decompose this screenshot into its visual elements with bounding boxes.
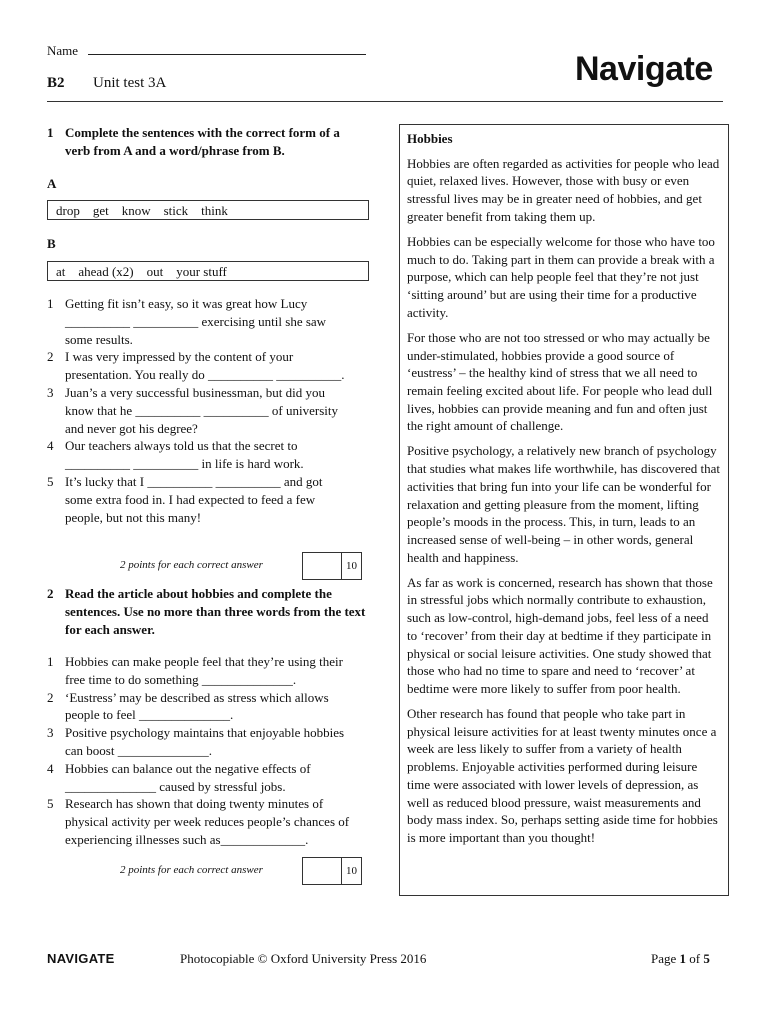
item-text: I was very impressed by the content of your presentation. You really do __________ __________. (65, 349, 345, 383)
word-box-a: drop get know stick think (47, 200, 369, 220)
footer-page-number: Page 1 of 5 (651, 951, 710, 966)
list-item (47, 795, 352, 848)
list-item (47, 348, 352, 384)
q2-max-score: 10 (346, 865, 357, 877)
item-text: Positive psychology maintains that enjoyable hobbies can boost ______________. (65, 725, 345, 758)
article-paragraph: Hobbies can be especially welcome for those who have too much to do. Taking part in them can provide a break with a purpose, which can help people feel that they’re not just ‘sitting around’ but are using their time for a productive activity. (407, 233, 715, 320)
list-item (47, 724, 352, 760)
name-label: Name (47, 43, 79, 58)
list-item (47, 437, 352, 473)
item-text: Our teachers always told us that the secret to __________ __________ in life is hard work. (65, 438, 304, 472)
list-item (47, 760, 352, 796)
item-number: 4 (47, 438, 54, 454)
name-write-line (88, 42, 366, 55)
item-number: 1 (47, 296, 54, 311)
article-paragraph: As far as work is concerned, research has shown that those in stressful jobs which normally contribute to exhaustion, such as low-control, high-demand jobs, feel less of a need to ‘recover’ from their day at bedtime if they participate in physical or social leisure activities. One study showed that those who had no time to spare and need to ‘recover’ at bedtime were more likely to suffer from poor health. (407, 574, 713, 696)
item-number: 2 (47, 689, 54, 705)
q1-points-note: 2 points for each correct answer (120, 559, 263, 571)
list-item (47, 384, 352, 437)
box-b-label: B (47, 236, 56, 251)
word-box-b: at ahead (x2) out your stuff (47, 261, 369, 281)
q2-score-box (302, 857, 362, 885)
item-text: Juan’s a very successful businessman, but did you know that he __________ __________ of university and never got his degree? (65, 384, 338, 436)
navigate-logo: Navigate (575, 50, 713, 88)
question-1 (47, 124, 367, 160)
list-item (47, 653, 352, 689)
unit-title: Unit test 3A (93, 75, 167, 91)
item-text: Getting fit isn’t easy, so it was great how Lucy __________ __________ exercising until she saw some results. (65, 296, 327, 347)
q2-items (47, 653, 352, 849)
footer-copyright: Photocopiable © Oxford University Press 2016 (180, 951, 427, 966)
item-number: 2 (47, 349, 54, 365)
name-field-row (47, 42, 366, 59)
q1-item-list (47, 295, 352, 526)
item-text: Research has shown that doing twenty minutes of physical activity per week reduces people’s chances of experiencing illnesses such as_____________. (65, 796, 350, 847)
item-number: 3 (47, 384, 54, 400)
q2-instruction: 2 Read the article about hobbies and complete the sentences. Use no more than three words from the text for each answer. (47, 586, 366, 637)
q2-points-note: 2 points for each correct answer (120, 864, 263, 876)
article-paragraph: Hobbies are often regarded as activities for people who lead quiet, relaxed lives. However, those with busy or even stressful lives may be in greater need of hobbies, and get greater benefit from taking them up. (407, 155, 720, 224)
article-paragraph: For those who are not too stressed or who may actually be under-stimulated, hobbies provide a good source of ‘eustress’ – the healthy kind of stress that we all need to remain feeling excited about life. For people who lead dull lives, hobbies can provide meaning and fun and often just the right amount of challenge. (407, 329, 713, 434)
q1-score-box (302, 552, 362, 580)
article-paragraph: Other research has found that people who take part in physical leisure activities for at least twenty minutes once a week are less likely to suffer from a variety of health problems. Enjoyable activities performed during leisure time were associated with lower levels of depression, as well as reduced blood pressure, waist measurements and body mass index. So, perhaps setting aside time for hobbies is more important than you thought! (407, 706, 718, 845)
item-text: Hobbies can balance out the negative effects of ______________ caused by stressful jobs. (65, 760, 311, 794)
list-item (47, 473, 352, 526)
item-number: 1 (47, 654, 54, 669)
item-text: It’s lucky that I __________ __________ and got some extra food in. I had expected to feed a few people, but not this many! (65, 473, 323, 525)
footer-brand: NAVIGATE (47, 951, 115, 966)
article-paragraph: Positive psychology, a relatively new branch of psychology that studies what makes life worthwhile, has discovered that activities that bring fun into your life can be wonderful for relaxation and getting pleasure from the moment, lifting people’s moods in the process. This, in turn, leads to an increased sense of well-being – in other words, general health and happiness. (407, 443, 721, 565)
item-number: 5 (47, 473, 54, 489)
q1-items (47, 295, 352, 526)
article-title: Hobbies (407, 131, 453, 146)
article-body (407, 155, 721, 847)
q2-score-entry (303, 858, 342, 884)
item-text: Hobbies can make people feel that they’re using their free time to do something ______________. (65, 654, 343, 687)
q1-instruction: 1 Complete the sentences with the correct form of a verb from A and a word/phrase from B. (47, 125, 340, 158)
item-number: 3 (47, 725, 54, 741)
list-item (47, 295, 352, 348)
header-divider (47, 101, 723, 102)
q1-score-entry (303, 553, 342, 579)
hobbies-article (399, 124, 729, 896)
level-label: B2 (47, 75, 65, 91)
q2-item-list (47, 653, 352, 849)
item-number: 4 (47, 760, 54, 776)
q1-max-score: 10 (346, 560, 357, 572)
box-a-label: A (47, 176, 57, 191)
question-2 (47, 585, 367, 639)
list-item (47, 689, 352, 725)
item-text: ‘Eustress’ may be described as stress which allows people to feel ______________. (65, 689, 329, 723)
item-number: 5 (47, 796, 54, 812)
